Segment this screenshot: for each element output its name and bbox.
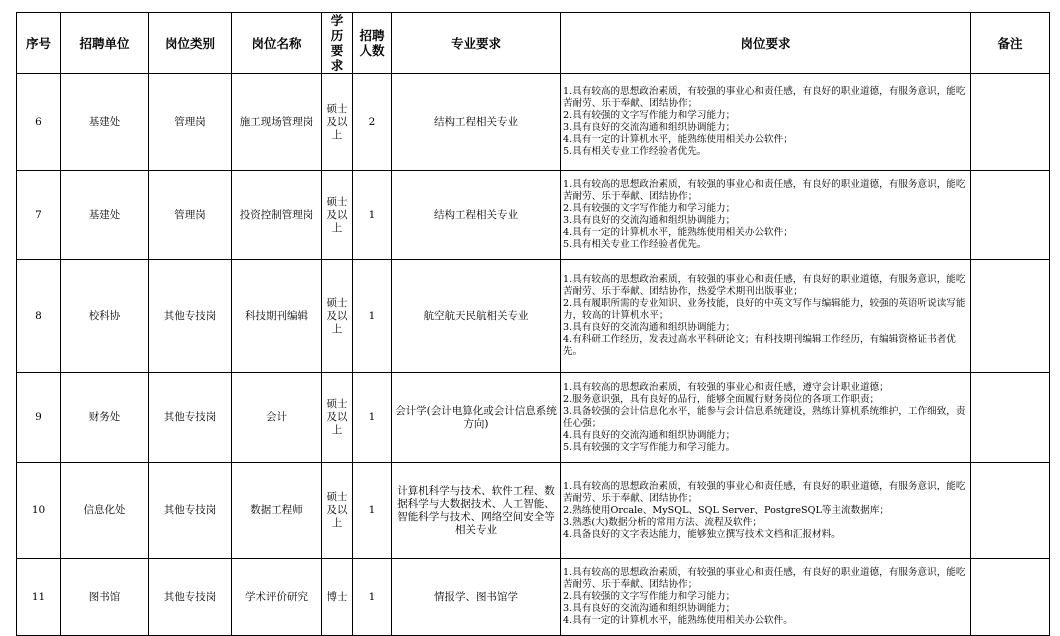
header-position: 岗位名称 bbox=[232, 13, 322, 74]
requirement-item: 3.具有良好的交流沟通和组织协调能力； bbox=[563, 603, 736, 614]
requirement-item: 1.具有较高的思想政治素质，有较强的事业心和责任感，有良好的职业道德，有服务意识，能吃苦耐劳、乐于奉献、团结协作； bbox=[563, 480, 966, 504]
cell-major: 计算机科学与技术、软件工程、数据科学与大数据技术、人工智能、智能科学与技术、网络空间安全等相关专业 bbox=[392, 463, 561, 559]
table-row bbox=[17, 463, 1050, 559]
cell-unit: 校科协 bbox=[61, 260, 149, 373]
header-unit: 招聘单位 bbox=[61, 13, 149, 74]
requirement-item: 3.具有良好的交流沟通和组织协调能力； bbox=[563, 215, 736, 226]
cell-requirements bbox=[561, 463, 971, 559]
header-education-line2: 要求 bbox=[330, 43, 344, 73]
cell-remarks bbox=[971, 260, 1050, 373]
requirement-item: 4.具有一定的计算机水平，能熟练使用相关办公软件。 bbox=[563, 615, 793, 626]
requirement-item: 5.具有较强的文字写作能力和学习能力。 bbox=[563, 441, 736, 453]
cell-category: 管理岗 bbox=[149, 171, 232, 260]
cell-unit: 基建处 bbox=[61, 74, 149, 171]
requirement-item: 4.有科研工作经历，发表过高水平科研论文；有科技期刊编辑工作经历，有编辑资格证书者优先。 bbox=[563, 334, 956, 357]
cell-major: 情报学、图书馆学 bbox=[392, 559, 561, 636]
cell-category: 管理岗 bbox=[149, 74, 232, 171]
cell-remarks bbox=[971, 74, 1050, 171]
cell-education: 硕士及以上 bbox=[322, 74, 353, 171]
table-row bbox=[17, 74, 1050, 171]
cell-category: 其他专技岗 bbox=[149, 559, 232, 636]
cell-seq: 10 bbox=[17, 463, 61, 559]
header-remarks: 备注 bbox=[971, 13, 1050, 74]
cell-count: 1 bbox=[353, 260, 392, 373]
table-body bbox=[17, 74, 1050, 636]
table-row bbox=[17, 373, 1050, 463]
cell-education: 博士 bbox=[322, 559, 353, 636]
requirement-item: 5.具有相关专业工作经验者优先。 bbox=[563, 239, 707, 250]
cell-unit: 基建处 bbox=[61, 171, 149, 260]
cell-education: 硕士及以上 bbox=[322, 373, 353, 463]
requirement-item: 4.具备良好的文字表达能力，能够独立撰写技术文档和汇报材料。 bbox=[563, 528, 841, 540]
requirement-item: 3.熟悉(大)数据分析的常用方法、流程及软件； bbox=[563, 516, 762, 528]
cell-major: 会计学(会计电算化或会计信息系统方向) bbox=[392, 373, 561, 463]
requirement-item: 2.具有较强的文字写作能力和学习能力； bbox=[563, 110, 736, 121]
header-major: 专业要求 bbox=[392, 13, 561, 74]
cell-category: 其他专技岗 bbox=[149, 373, 232, 463]
cell-seq: 8 bbox=[17, 260, 61, 373]
cell-position: 学术评价研究 bbox=[232, 559, 322, 636]
cell-count: 1 bbox=[353, 559, 392, 636]
header-seq: 序号 bbox=[17, 13, 61, 74]
cell-education: 硕士及以上 bbox=[322, 463, 353, 559]
cell-count: 1 bbox=[353, 373, 392, 463]
cell-major: 结构工程相关专业 bbox=[392, 171, 561, 260]
cell-count: 2 bbox=[353, 74, 392, 171]
requirement-item: 4.具有一定的计算机水平，能熟练使用相关办公软件； bbox=[563, 134, 793, 145]
cell-position: 施工现场管理岗 bbox=[232, 74, 322, 171]
requirement-item: 1.具有较高的思想政治素质，有较强的事业心和责任感，有良好的职业道德，有服务意识，能吃苦耐劳、乐于奉献、团结协作； bbox=[563, 179, 966, 202]
cell-remarks bbox=[971, 373, 1050, 463]
cell-requirements bbox=[561, 559, 971, 636]
table-row bbox=[17, 260, 1050, 373]
cell-requirements bbox=[561, 373, 971, 463]
requirement-item: 1.具有较高的思想政治素质，有较强的事业心和责任感，有良好的职业道德，有服务意识，能吃苦耐劳、乐于奉献、团结协作，热爱学术期刊出版事业； bbox=[563, 274, 966, 297]
header-count-line2: 人数 bbox=[359, 43, 385, 58]
header-count bbox=[353, 13, 392, 74]
cell-seq: 6 bbox=[17, 74, 61, 171]
requirement-item: 2.具有较强的文字写作能力和学习能力； bbox=[563, 203, 736, 214]
cell-position: 数据工程师 bbox=[232, 463, 322, 559]
requirement-item: 3.具有良好的交流沟通和组织协调能力； bbox=[563, 322, 736, 333]
cell-remarks bbox=[971, 463, 1050, 559]
cell-seq: 11 bbox=[17, 559, 61, 636]
cell-category: 其他专技岗 bbox=[149, 463, 232, 559]
cell-unit: 图书馆 bbox=[61, 559, 149, 636]
cell-count: 1 bbox=[353, 463, 392, 559]
cell-unit: 财务处 bbox=[61, 373, 149, 463]
header-row bbox=[17, 13, 1050, 74]
header-category: 岗位类别 bbox=[149, 13, 232, 74]
requirement-item: 2.具有履职所需的专业知识、业务技能，良好的中英文写作与编辑能力，较强的英语听说读写能力，较高的计算机水平； bbox=[563, 298, 966, 321]
cell-education: 硕士及以上 bbox=[322, 171, 353, 260]
cell-position: 科技期刊编辑 bbox=[232, 260, 322, 373]
cell-count: 1 bbox=[353, 171, 392, 260]
cell-requirements bbox=[561, 74, 971, 171]
cell-category: 其他专技岗 bbox=[149, 260, 232, 373]
requirement-item: 1.具有较高的思想政治素质，有较强的事业心和责任感，遵守会计职业道德； bbox=[563, 381, 889, 393]
recruitment-table bbox=[16, 12, 1050, 636]
cell-remarks bbox=[971, 559, 1050, 636]
requirement-item: 4.具有一定的计算机水平，能熟练使用相关办公软件； bbox=[563, 227, 793, 238]
cell-unit: 信息化处 bbox=[61, 463, 149, 559]
requirement-item: 2.服务意识强，具有良好的品行，能够全面履行财务岗位的各项工作职责； bbox=[563, 393, 880, 405]
cell-position: 投资控制管理岗 bbox=[232, 171, 322, 260]
cell-education: 硕士及以上 bbox=[322, 260, 353, 373]
cell-major: 航空航天民航相关专业 bbox=[392, 260, 561, 373]
requirement-item: 1.具有较高的思想政治素质，有较强的事业心和责任感，有良好的职业道德，有服务意识，能吃苦耐劳、乐于奉献、团结协作； bbox=[563, 567, 966, 590]
cell-requirements bbox=[561, 171, 971, 260]
cell-remarks bbox=[971, 171, 1050, 260]
header-education-line1: 学历 bbox=[330, 13, 344, 43]
requirement-item: 2.熟练使用Orcale、MySQL、SQL Server、PostgreSQL等主流数据库； bbox=[563, 504, 890, 516]
cell-seq: 9 bbox=[17, 373, 61, 463]
cell-seq: 7 bbox=[17, 171, 61, 260]
cell-requirements bbox=[561, 260, 971, 373]
requirement-item: 4.具有良好的交流沟通和组织协调能力； bbox=[563, 429, 736, 441]
table-row bbox=[17, 559, 1050, 636]
table-row bbox=[17, 171, 1050, 260]
requirement-item: 3.具有良好的交流沟通和组织协调能力； bbox=[563, 122, 736, 133]
requirement-item: 2.具有较强的文字写作能力和学习能力； bbox=[563, 591, 736, 602]
header-education bbox=[322, 13, 353, 74]
cell-major: 结构工程相关专业 bbox=[392, 74, 561, 171]
cell-position: 会计 bbox=[232, 373, 322, 463]
requirement-item: 1.具有较高的思想政治素质，有较强的事业心和责任感，有良好的职业道德，有服务意识，能吃苦耐劳、乐于奉献、团结协作； bbox=[563, 86, 966, 109]
header-count-line1: 招聘 bbox=[359, 28, 385, 43]
header-requirements: 岗位要求 bbox=[561, 13, 971, 74]
requirement-item: 5.具有相关专业工作经验者优先。 bbox=[563, 146, 707, 157]
requirement-item: 3.具备较强的会计信息化水平，能参与会计信息系统建设，熟练计算机系统维护，工作细致，责任心强； bbox=[563, 405, 966, 429]
